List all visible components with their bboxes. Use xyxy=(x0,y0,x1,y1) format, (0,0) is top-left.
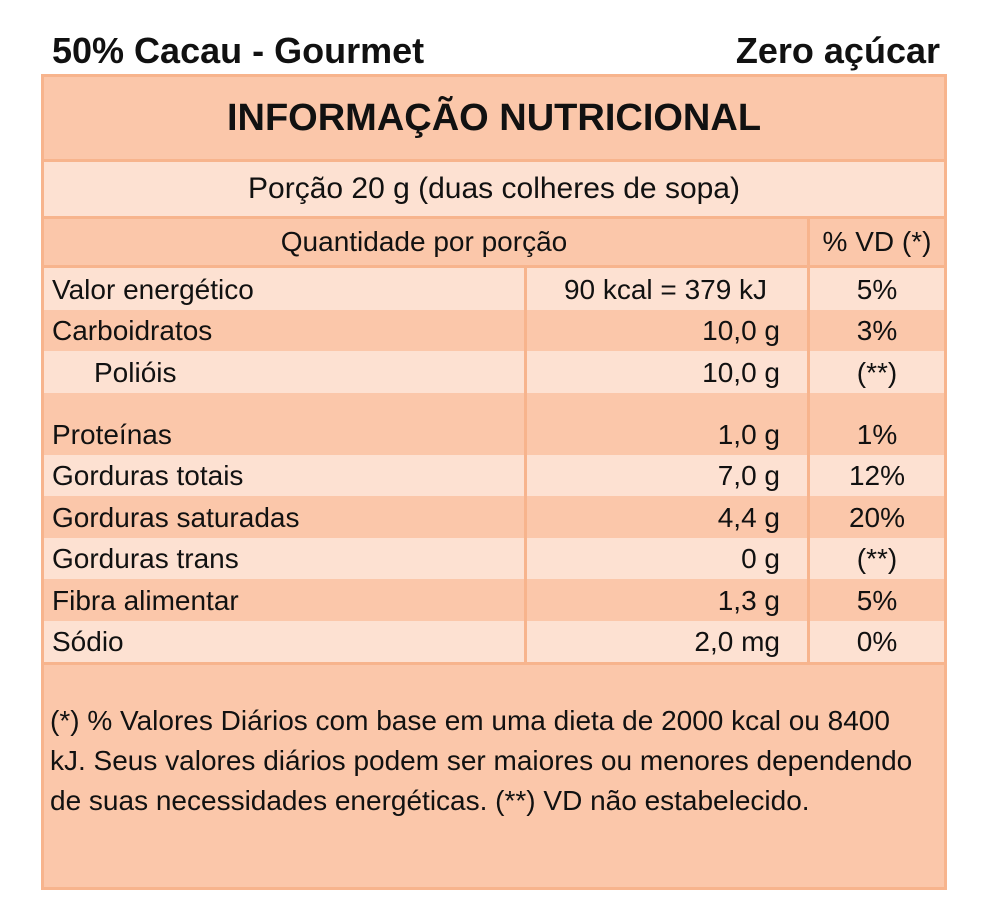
nutrient-name: Polióis xyxy=(94,356,177,388)
nutrient-vd: 12% xyxy=(848,460,906,491)
nutrient-vd: (**) xyxy=(856,543,898,574)
nutrient-amount: 7,0 g xyxy=(717,460,780,491)
label-header xyxy=(52,30,940,74)
sugar-claim: Zero açúcar xyxy=(735,30,940,71)
nutrient-amount: 90 kcal = 379 kJ xyxy=(563,273,768,305)
column-header-vd: % VD (*) xyxy=(807,219,944,265)
nutrient-vd-cell xyxy=(807,351,944,393)
column-header-quantity: Quantidade por porção xyxy=(280,226,568,257)
nutrient-amount-cell xyxy=(524,393,804,455)
nutrient-name: Proteínas xyxy=(52,418,172,450)
nutrient-amount-cell xyxy=(524,621,804,663)
nutrient-amount-cell xyxy=(524,496,804,538)
nutrient-name: Gorduras trans xyxy=(52,543,239,574)
table-row xyxy=(44,621,944,663)
nutrient-vd: 5% xyxy=(856,273,898,305)
nutrient-amount-cell xyxy=(524,538,804,580)
table-row xyxy=(44,496,944,538)
product-name: 50% Cacau - Gourmet xyxy=(52,30,425,71)
nutrient-amount: 2,0 mg xyxy=(694,626,780,657)
nutrient-vd: 20% xyxy=(848,501,906,533)
nutrient-name: Carboidratos xyxy=(52,315,213,346)
nutrient-vd: (**) xyxy=(856,356,898,388)
nutrient-name: Gorduras saturadas xyxy=(52,501,300,533)
nutrient-amount-cell xyxy=(524,351,804,393)
nutrient-amount: 0 g xyxy=(741,543,780,574)
nutrient-vd: 0% xyxy=(856,626,898,657)
nutrient-amount-cell xyxy=(524,579,804,621)
nutrient-vd-cell xyxy=(807,538,944,580)
nutrient-amount-cell xyxy=(524,455,804,497)
nutrition-facts-panel xyxy=(41,74,947,890)
nutrient-amount-cell xyxy=(524,310,804,352)
nutrition-title: INFORMAÇÃO NUTRICIONAL xyxy=(44,77,944,162)
nutrient-amount: 10,0 g xyxy=(702,356,780,388)
nutrient-vd: 1% xyxy=(856,418,898,450)
table-header xyxy=(44,219,944,268)
table-row xyxy=(44,351,944,393)
nutrient-amount: 1,3 g xyxy=(717,584,780,616)
nutrient-name: Sódio xyxy=(52,626,124,657)
nutrient-amount: 1,0 g xyxy=(717,418,780,450)
table-row xyxy=(44,579,944,621)
table-row xyxy=(44,455,944,497)
nutrient-name: Gorduras totais xyxy=(52,460,244,491)
nutrient-amount: 4,4 g xyxy=(717,501,780,533)
nutrient-name: Valor energético xyxy=(52,273,254,305)
nutrient-vd-cell xyxy=(807,621,944,663)
nutrient-vd-cell xyxy=(807,579,944,621)
table-row xyxy=(44,310,944,352)
nutrient-vd-cell xyxy=(807,455,944,497)
portion-size: Porção 20 g (duas colheres de sopa) xyxy=(44,162,944,219)
nutrient-vd-cell xyxy=(807,310,944,352)
table-row xyxy=(44,538,944,580)
table-bottom-rule xyxy=(44,662,944,665)
nutrient-vd-cell xyxy=(807,393,944,455)
nutrient-rows xyxy=(44,268,944,662)
nutrient-name: Fibra alimentar xyxy=(52,584,239,616)
nutrient-vd-cell xyxy=(807,268,944,310)
nutrient-vd-cell xyxy=(807,496,944,538)
nutrient-vd: 5% xyxy=(856,584,898,616)
table-row xyxy=(44,268,944,310)
table-row xyxy=(44,393,944,455)
nutrient-vd: 3% xyxy=(856,315,898,346)
nutrient-amount: 10,0 g xyxy=(702,315,780,346)
nutrient-amount-cell xyxy=(524,268,804,310)
daily-value-footnote: (*) % Valores Diários com base em uma dieta de 2000 kcal ou 8400 kJ. Seus valores diários podem ser maiores ou menores dependendo de suas necessidades energéticas. (**) VD não estabelecido. xyxy=(50,705,913,816)
